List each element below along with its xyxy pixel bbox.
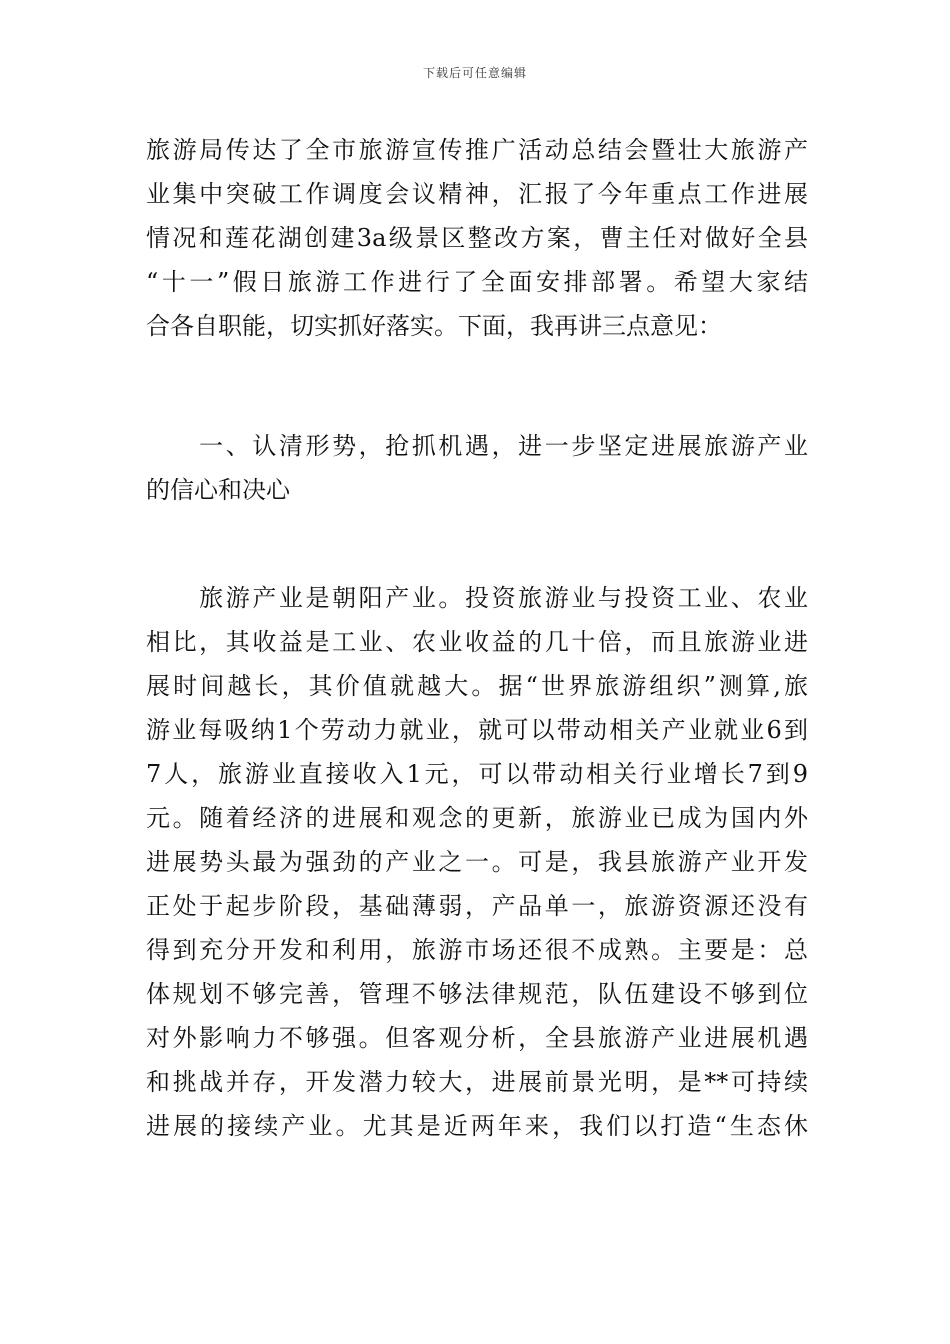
text-line: 进展的接续产业。尤其是近两年来，我们以打造“生态休	[146, 1112, 808, 1140]
text-line: 业集中突破工作调度会议精神，汇报了今年重点工作进展	[146, 180, 808, 208]
text-line: 一、认清形势，抢抓机遇，进一步坚定进展旅游产业	[146, 432, 808, 460]
text-line: 进展势头最为强劲的产业之一。可是，我县旅游产业开发	[146, 848, 808, 876]
text-line: 和挑战并存，开发潜力较大，进展前景光明，是**可持续	[146, 1068, 808, 1096]
paragraph-tourism-industry	[146, 576, 808, 1148]
section-heading-one	[146, 424, 808, 512]
text-line: 合各自职能，切实抓好落实。下面，我再讲三点意见：	[146, 312, 722, 340]
text-line: 元。随着经济的进展和观念的更新，旅游业已成为国内外	[146, 804, 808, 832]
text-line: 的信心和决心	[146, 476, 290, 504]
text-line: “十一”假日旅游工作进行了全面安排部署。希望大家结	[146, 268, 808, 296]
paragraph-intro	[146, 128, 808, 348]
text-line: 情况和莲花湖创建3a级景区整改方案，曹主任对做好全县	[146, 224, 808, 252]
text-line: 相比，其收益是工业、农业收益的几十倍，而且旅游业进	[146, 628, 808, 656]
text-line: 得到充分开发和利用，旅游市场还很不成熟。主要是：总	[146, 936, 808, 964]
text-line: 旅游局传达了全市旅游宣传推广活动总结会暨壮大旅游产	[146, 136, 808, 164]
text-line: 体规划不够完善，管理不够法律规范，队伍建设不够到位	[146, 980, 808, 1008]
text-line: 游业每吸纳1个劳动力就业，就可以带动相关产业就业6到	[146, 716, 808, 744]
page-header: 下载后可任意编辑	[422, 66, 527, 80]
text-line: 对外影响力不够强。但客观分析，全县旅游产业进展机遇	[146, 1024, 808, 1052]
text-line: 旅游产业是朝阳产业。投资旅游业与投资工业、农业	[146, 584, 808, 612]
text-line: 展时间越长，其价值就越大。据“世界旅游组织”测算,旅	[146, 672, 808, 700]
text-line: 7人，旅游业直接收入1元，可以带动相关行业增长7到9	[146, 760, 808, 788]
text-line: 正处于起步阶段，基础薄弱，产品单一，旅游资源还没有	[146, 892, 808, 920]
